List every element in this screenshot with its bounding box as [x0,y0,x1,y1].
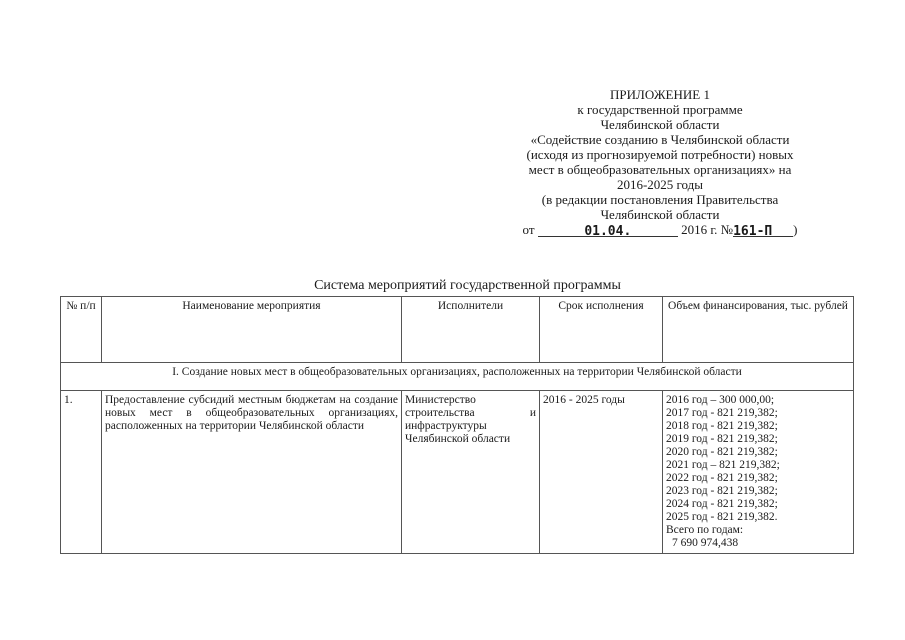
financing-year-line: 2025 год - 821 219,382. [666,511,778,523]
table-row [61,391,854,554]
table-title: Система мероприятий государственной программы [314,278,621,293]
decree-suffix: ) [793,222,798,237]
financing-year-line: 2018 год - 821 219,382; [666,420,778,432]
section-title: I. Создание новых мест в общеобразовательных организациях, расположенных на территории Челябинской области [61,363,854,391]
appendix-line: Челябинской области [600,207,720,222]
appendix-line: 2016-2025 годы [616,177,704,192]
row-name: Предоставление субсидий местным бюджетам на создание новых мест в общеобразовательных организациях, расположенных на территории Челябинской области [102,391,402,554]
decree-number: 161-П [733,224,773,239]
measures-table [60,296,854,554]
header-financing: Объем финансирования, тыс. рублей [663,297,854,363]
financing-year-line: 2020 год - 821 219,382; [666,446,778,458]
decree-year: 2016 г. № [681,222,734,237]
financing-year-line: 2022 год - 821 219,382; [666,472,778,484]
row-term: 2016 - 2025 годы [540,391,663,554]
financing-year-line: 2016 год – 300 000,00; [666,394,775,406]
header-executors: Исполнители [402,297,540,363]
header-term: Срок исполнения [540,297,663,363]
section-row [61,363,854,391]
financing-year-line: 2017 год - 821 219,382; [666,407,778,419]
row-num: 1. [61,391,102,554]
appendix-header [480,87,840,237]
appendix-line: мест в общеобразовательных организациях» на [528,162,792,177]
header-name: Наименование мероприятия [102,297,402,363]
appendix-line: (исходя из прогнозируемой потребности) новых [526,147,794,162]
financing-total-label: Всего по годам: [666,524,744,536]
row-executors: Министерство строительства и инфраструктуры Челябинской области [402,391,540,554]
appendix-line: Челябинской области [600,117,720,132]
appendix-line: к государственной программе [577,102,743,117]
appendix-title: ПРИЛОЖЕНИЕ 1 [610,87,710,102]
financing-year-line: 2019 год - 821 219,382; [666,433,778,445]
header-num: № п/п [61,297,102,363]
financing-year-line: 2023 год - 821 219,382; [666,485,778,497]
table-header-row [61,297,854,363]
appendix-line: «Содействие созданию в Челябинской области [530,132,790,147]
decree-date: 01.04. [584,224,632,239]
financing-total-value: 7 690 974,438 [672,537,739,549]
decree-prefix: от [522,222,535,237]
decree-date-blank [538,223,678,237]
row-financing [663,391,854,554]
decree-number-blank [733,223,793,237]
financing-year-line: 2021 год – 821 219,382; [666,459,780,471]
decree-reference [480,222,840,237]
appendix-line: (в редакции постановления Правительства [541,192,779,207]
financing-year-line: 2024 год - 821 219,382; [666,498,778,510]
